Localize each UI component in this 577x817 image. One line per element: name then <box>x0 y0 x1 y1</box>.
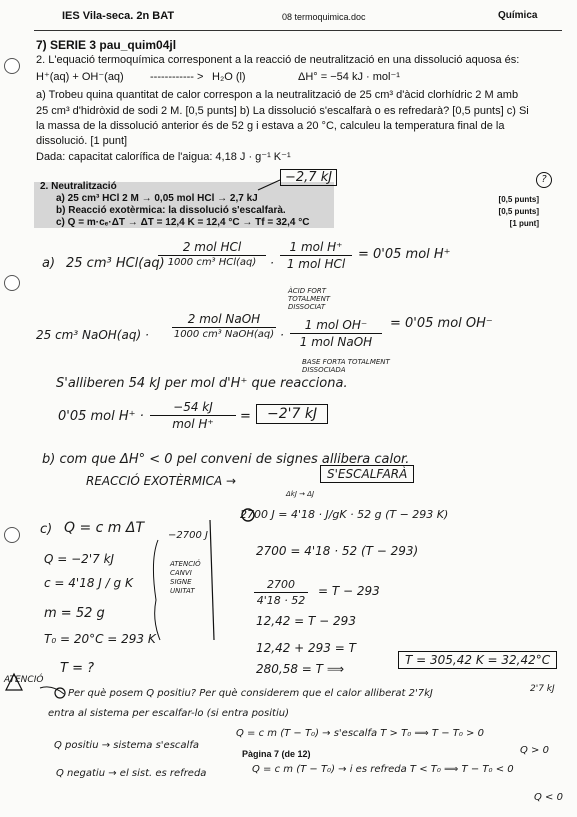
hw-c-t0: T₀ = 20°C = 293 K <box>44 632 156 646</box>
hw-calc-box: −2'7 kJ <box>256 404 328 424</box>
hw-c-side2: ATENCIÓ CANVI SIGNE UNITAT <box>170 560 201 595</box>
hw-c-side1: −2700 J <box>168 530 208 541</box>
hw-note4-right: Q = c m (T − T₀) → i es refreda T < T₀ ⟹ T − T₀ < 0 <box>252 764 514 775</box>
hw-release-line: S'alliberen 54 kJ per mol d'H⁺ que reacciona. <box>56 376 348 391</box>
hw-a2-dot: · <box>280 328 284 342</box>
problem-a-line1: a) Trobeu quina quantitat de calor correspon a la neutralització de 25 cm³ d'àcid clorhídric 2 M amb <box>36 89 519 101</box>
problem-a-line3: la massa de la dissolució anterior és de 52 g i estava a 20 °C, calculeu la temperatura final de la <box>36 120 505 132</box>
equation-arrow: ------------ > <box>150 71 204 83</box>
hw-c-r4: 12,42 = T − 293 <box>256 614 356 628</box>
hw-calc-num: −54 kJ <box>173 400 213 414</box>
hw-b-line1: b) com que ΔH° < 0 pel conveni de signes allibera calor. <box>42 452 410 467</box>
hw-a2-den2: 1 mol NaOH <box>299 335 373 349</box>
hw-b-line2: REACCIÓ EXOTÈRMICA → <box>86 474 237 488</box>
hw-b-box: S'ESCALFARÀ <box>320 465 414 483</box>
hw-note4-left: Q negatiu → el sist. es refreda <box>56 768 207 779</box>
hw-calc-den: mol H⁺ <box>172 417 214 431</box>
solution-heading: 2. Neutralització <box>40 181 117 192</box>
equation-left: H⁺(aq) + OH⁻(aq) <box>36 71 124 83</box>
hw-a-label: a) <box>42 256 56 271</box>
hw-a1-num2: 1 mol H⁺ <box>289 240 343 254</box>
hw-note-q-pos: Q > 0 <box>520 745 549 756</box>
hw-a1-result: = 0'05 mol H⁺ <box>358 247 451 262</box>
hw-a2-den1: 1000 cm³ NaOH(aq) <box>173 329 275 340</box>
hw-base-note: BASE FORTA TOTALMENT DISSOCIADA <box>302 358 390 374</box>
hw-note2: entra al sistema per escalfar-lo (si entra positiu) <box>48 708 289 719</box>
points-c: [1 punt] <box>509 219 539 228</box>
hw-c-r2: 2700 = 4'18 · 52 (T − 293) <box>256 544 419 558</box>
problem-line1: 2. L'equació termoquímica corresponent a la reacció de neutralització en una dissolució aquosa és: <box>36 54 520 66</box>
header-center: 08 termoquimica.doc <box>282 12 366 22</box>
points-b: [0,5 punts] <box>498 207 539 216</box>
hw-atencio: ATENCIÓ <box>4 675 44 685</box>
hw-c-r3-rest: = T − 293 <box>318 584 380 598</box>
hw-c-r5: 12,42 + 293 = T <box>256 641 356 655</box>
hw-note3-right: Q = c m (T − T₀) → s'escalfa T > T₀ ⟹ T − T₀ > 0 <box>236 728 484 739</box>
boxed-answer-note: −2,7 kJ <box>280 169 337 186</box>
solution-c: c) Q = m·cₑ·ΔT → ΔT = 12,4 K = 12,4 °C → Tf = 32,4 °C <box>56 217 310 228</box>
hw-c-q: Q = c m ΔT <box>64 520 145 536</box>
hw-c-c: c = 4'18 J / g K <box>44 576 133 590</box>
hw-a2-num2: 1 mol OH⁻ <box>304 318 368 332</box>
points-a: [0,5 punts] <box>498 195 539 204</box>
hw-a1-den2: 1 mol HCl <box>286 257 346 271</box>
hw-a1-start: 25 cm³ HCl(aq) · <box>66 256 173 271</box>
hw-calc-equals: = <box>240 409 251 424</box>
hw-c-label: c) <box>40 522 53 537</box>
problem-data: Dada: capacitat calorífica de l'aigua: 4,18 J · g⁻¹ K⁻¹ <box>36 151 291 163</box>
solution-a: a) 25 cm³ HCl 2 M → 0,05 mol HCl → 2,7 kJ <box>56 193 258 204</box>
header-left: IES Vila-seca. 2n BAT <box>62 10 175 22</box>
problem-a-line4: dissolució. [1 punt] <box>36 135 128 147</box>
hw-a2-num1: 2 mol NaOH <box>187 312 261 326</box>
equation-product: H₂O (l) <box>212 71 246 83</box>
hw-note1: Per què posem Q positiu? Per què considerem que el calor alliberat 2'7kJ <box>68 688 433 699</box>
problem-title: 7) SERIE 3 pau_quim04jl <box>36 38 177 52</box>
equation-enthalpy: ΔH° = −54 kJ · mol⁻¹ <box>298 71 400 83</box>
hw-note3-left: Q positiu → sistema s'escalfa <box>54 740 199 751</box>
hw-a2-start: 25 cm³ NaOH(aq) · <box>36 328 149 342</box>
hw-c-q-val: Q = −2'7 kJ <box>44 552 115 566</box>
hw-a1-num1: 2 mol HCl <box>182 240 242 254</box>
hw-c-r3-den: 4'18 · 52 <box>256 594 306 607</box>
hw-note5: Q < 0 <box>534 792 563 803</box>
hw-c-r1: 2700 J = 4'18 · J/gK · 52 g (T − 293 K) <box>240 508 449 521</box>
hw-note-27: 2'7 kJ <box>530 684 555 694</box>
hw-c-r6: 280,58 = T ⟹ <box>256 662 345 676</box>
hw-a1-den1: 1000 cm³ HCl(aq) <box>167 257 257 268</box>
hw-c-m: m = 52 g <box>44 606 105 621</box>
hw-c-final-box: T = 305,42 K = 32,42°C <box>398 651 557 669</box>
header-right: Química <box>498 10 538 21</box>
hw-b-note: ΔkJ → ΔJ <box>286 490 315 498</box>
hw-t-unknown: T = ? <box>60 661 94 676</box>
hw-acid-note: ÀCID FORT TOTALMENT DISSOCIAT <box>288 287 331 311</box>
hw-a1-dot: · <box>270 256 274 270</box>
page-footer: Pàgina 7 (de 12) <box>242 749 311 759</box>
question-mark-circle: ? <box>536 172 552 188</box>
hw-a2-result: = 0'05 mol OH⁻ <box>390 316 493 331</box>
hw-c-r3-num: 2700 <box>267 578 295 591</box>
solution-b: b) Reacció exotèrmica: la dissolució s'escalfarà. <box>56 205 286 216</box>
hw-calc-start: 0'05 mol H⁺ · <box>58 409 144 424</box>
problem-a-line2: 25 cm³ d'hidròxid de sodi 2 M. [0,5 punts] b) La dissolució s'escalfarà o es refredarà? [0,5 punts] c) Si <box>36 105 529 117</box>
